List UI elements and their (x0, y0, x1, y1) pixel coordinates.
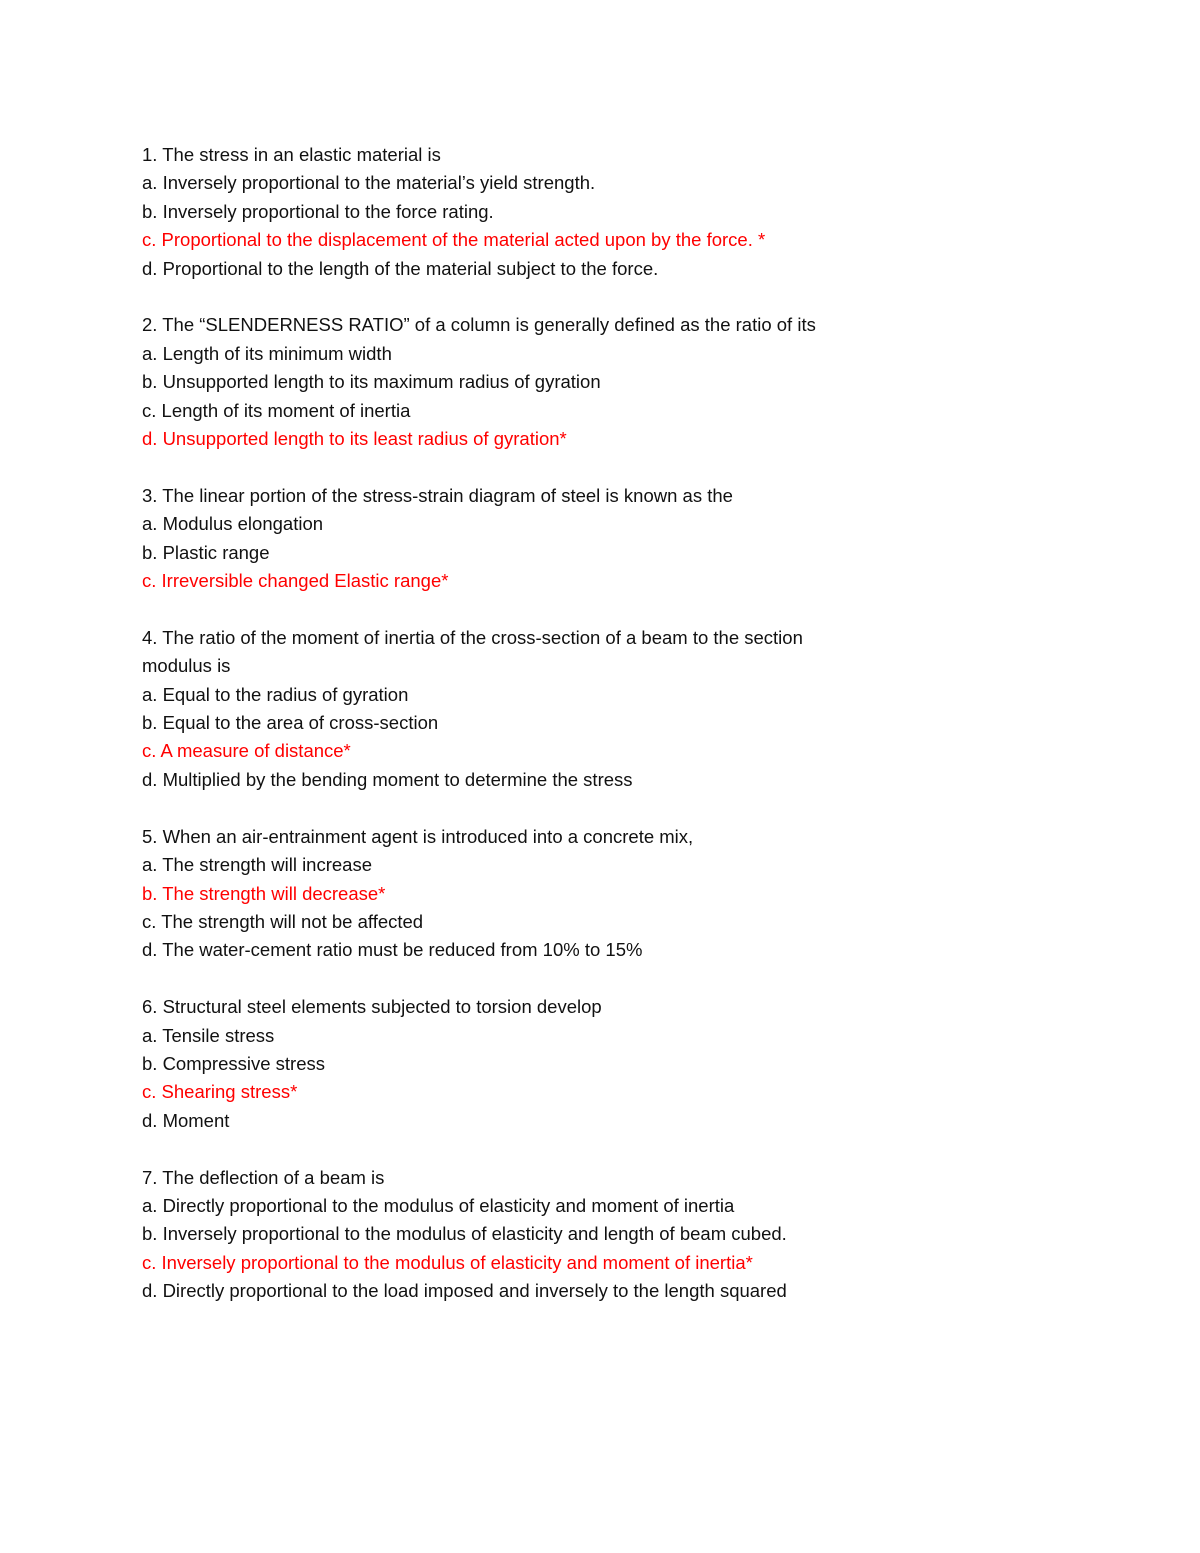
answer-option: b. Unsupported length to its maximum radius of gyration (142, 371, 601, 393)
question-stem: 5. When an air-entrainment agent is introduced into a concrete mix, (142, 825, 694, 847)
question-4 (142, 624, 902, 794)
answer-option: a. Inversely proportional to the material’s yield strength. (142, 172, 596, 194)
question-stem: 2. The “SLENDERNESS RATIO” of a column is generally defined as the ratio of its (142, 314, 816, 336)
correct-answer-option: d. Unsupported length to its least radius of gyration* (142, 428, 567, 450)
answer-option: b. Equal to the area of cross-section (142, 712, 439, 734)
question-1 (142, 141, 902, 283)
answer-option: c. Length of its moment of inertia (142, 399, 411, 421)
answer-option: c. The strength will not be affected (142, 910, 424, 932)
document-page (142, 141, 902, 1334)
answer-option: b. Plastic range (142, 541, 270, 563)
answer-option: a. Equal to the radius of gyration (142, 683, 409, 705)
question-stem: 6. Structural steel elements subjected to torsion develop (142, 996, 602, 1018)
question-stem: 1. The stress in an elastic material is (142, 144, 441, 165)
answer-option: a. The strength will increase (142, 854, 372, 876)
correct-answer-option: c. Irreversible changed Elastic range* (142, 570, 449, 592)
question-5 (142, 823, 902, 965)
question-stem: 3. The linear portion of the stress-strain diagram of steel is known as the (142, 484, 733, 506)
answer-option: a. Modulus elongation (142, 513, 324, 535)
question-7 (142, 1164, 902, 1306)
correct-answer-option: c. Shearing stress* (142, 1081, 298, 1103)
question-3 (142, 482, 902, 596)
correct-answer-option: c. Proportional to the displacement of the material acted upon by the force. * (142, 229, 766, 251)
question-stem: 7. The deflection of a beam is (142, 1166, 385, 1188)
answer-option: a. Directly proportional to the modulus of elasticity and moment of inertia (142, 1194, 735, 1216)
answer-option: d. The water-cement ratio must be reduced from 10% to 15% (142, 939, 643, 961)
answer-option: b. Compressive stress (142, 1052, 325, 1074)
question-2 (142, 311, 902, 453)
correct-answer-option: c. A measure of distance* (142, 740, 351, 762)
answer-option: b. Inversely proportional to the modulus of elasticity and length of beam cubed. (142, 1223, 787, 1245)
correct-answer-option: c. Inversely proportional to the modulus of elasticity and moment of inertia* (142, 1251, 753, 1273)
correct-answer-option: b. The strength will decrease* (142, 882, 386, 904)
answer-option: d. Multiplied by the bending moment to determine the stress (142, 768, 633, 790)
answer-option: a. Tensile stress (142, 1024, 275, 1046)
answer-option: a. Length of its minimum width (142, 342, 392, 364)
answer-option: d. Directly proportional to the load imposed and inversely to the length squared (142, 1280, 787, 1302)
answer-option: d. Moment (142, 1109, 230, 1131)
answer-option: b. Inversely proportional to the force rating. (142, 200, 494, 222)
answer-option: d. Proportional to the length of the material subject to the force. (142, 257, 659, 279)
question-stem: 4. The ratio of the moment of inertia of the cross-section of a beam to the section modulus is (142, 626, 803, 677)
question-6 (142, 993, 902, 1135)
